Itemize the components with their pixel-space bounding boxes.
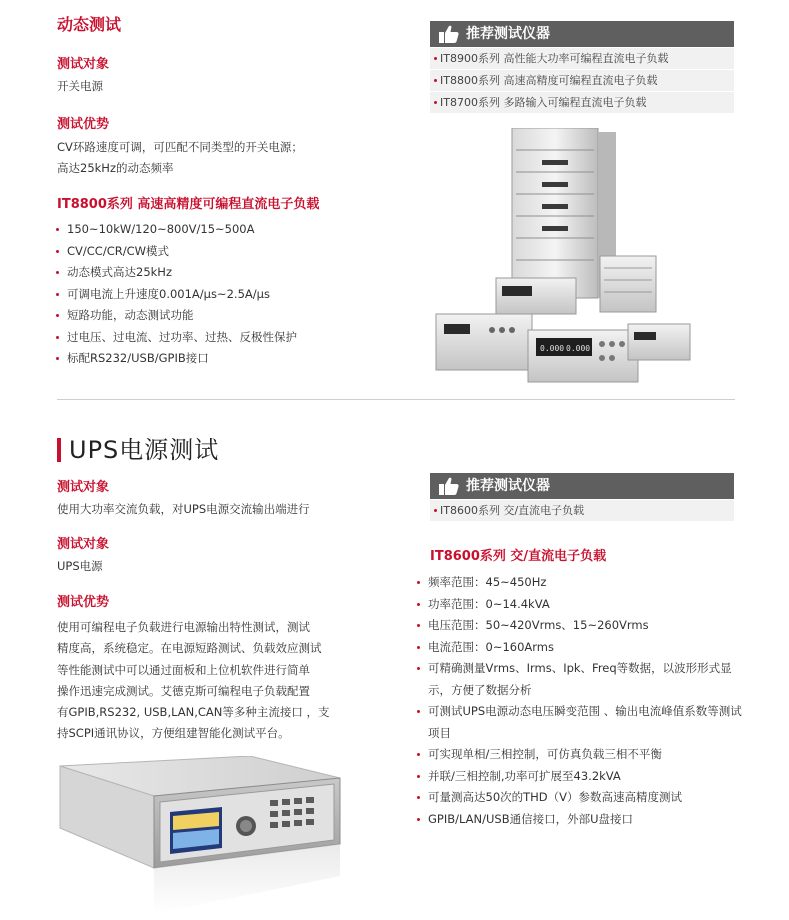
recommend-item[interactable]: IT8700系列 多路输入可编程直流电子负载 bbox=[430, 92, 734, 113]
list-item: 150~10kW/120~800V/15~500A bbox=[55, 219, 385, 241]
recommend-header bbox=[430, 473, 734, 499]
recommend-title: 推荐测试仪器 bbox=[466, 478, 550, 494]
advantage-line: 操作迅速完成测试。艾德克斯可编程电子负载配置 bbox=[57, 683, 310, 698]
it8600-product-image bbox=[50, 756, 350, 916]
section-title-dynamic: 动态测试 bbox=[57, 15, 122, 34]
ups-object2-text: UPS电源 bbox=[57, 559, 103, 573]
recommend-header bbox=[430, 21, 734, 47]
title-accent-bar bbox=[57, 438, 61, 462]
ups-advantage-text bbox=[57, 617, 330, 745]
device-display-reading: 0.000 bbox=[540, 344, 565, 353]
section-title-ups bbox=[57, 430, 219, 465]
advantage-line: 高达25kHz的动态频率 bbox=[57, 161, 174, 175]
list-item: 过电压、过电流、过功率、过热、反极性保护 bbox=[55, 327, 385, 349]
dynamic-feature-list bbox=[55, 219, 385, 370]
dynamic-object-text: 开关电源 bbox=[57, 79, 103, 93]
ups-object-text: 使用大功率交流负载，对UPS电源交流输出端进行 bbox=[57, 502, 310, 516]
list-item: CV/CC/CR/CW模式 bbox=[55, 241, 385, 263]
list-item: 功率范围：0~14.4kVA bbox=[416, 594, 746, 616]
list-item: 频率范围：45~450Hz bbox=[416, 572, 746, 594]
recommend-item[interactable]: IT8900系列 高性能大功率可编程直流电子负载 bbox=[430, 48, 734, 69]
thumbs-up-icon bbox=[438, 24, 460, 44]
recommend-item[interactable]: IT8600系列 交/直流电子负载 bbox=[430, 500, 734, 521]
list-item: 电流范围：0~160Arms bbox=[416, 637, 746, 659]
recommend-box-dynamic bbox=[430, 21, 734, 113]
ups-feature-list bbox=[416, 572, 746, 830]
advantage-line: 有GPIB,RS232, USB,LAN,CAN等多种主流接口 ，支 bbox=[57, 705, 330, 720]
recommend-title: 推荐测试仪器 bbox=[466, 26, 550, 42]
device-display-reading: 0.000 bbox=[566, 344, 591, 353]
ups-product-title: IT8600系列 交/直流电子负载 bbox=[430, 549, 607, 564]
advantage-line: CV环路速度可调，可匹配不同类型的开关电源； bbox=[57, 140, 303, 154]
ups-advantage-label: 测试优势 bbox=[57, 595, 110, 610]
dynamic-advantage-label: 测试优势 bbox=[57, 117, 110, 132]
section-divider bbox=[57, 399, 735, 400]
list-item: 电压范围：50~420Vrms、15~260Vrms bbox=[416, 615, 746, 637]
list-item: 动态模式高达25kHz bbox=[55, 262, 385, 284]
list-item: 可精确测量Vrms、Irms、Ipk、Freq等数据，以波形形式显示，方便了数据分析 bbox=[416, 658, 746, 701]
recommend-box-ups bbox=[430, 473, 734, 521]
dynamic-advantage-text bbox=[57, 137, 303, 179]
advantage-line: 使用可编程电子负载进行电源输出特性测试，测试 bbox=[57, 620, 310, 634]
list-item: 可实现单相/三相控制，可仿真负载三相不平衡 bbox=[416, 744, 746, 766]
ups-object2-label: 测试对象 bbox=[57, 537, 110, 552]
advantage-line: 精度高，系统稳定。在电源短路测试、负载效应测试 bbox=[57, 641, 322, 656]
advantage-line: 等性能测试中可以通过面板和上位机软件进行简单 bbox=[57, 662, 310, 677]
dynamic-product-title: IT8800系列 高速高精度可编程直流电子负载 bbox=[57, 197, 320, 212]
list-item: 可测试UPS电源动态电压瞬变范围 、输出电流峰值系数等测试项目 bbox=[416, 701, 746, 744]
list-item: 可量测高达50次的THD（V）参数高速高精度测试 bbox=[416, 787, 746, 809]
list-item: GPIB/LAN/USB通信接口，外部U盘接口 bbox=[416, 809, 746, 831]
advantage-line: 持SCPI通讯协议，方便组建智能化测试平台。 bbox=[57, 726, 290, 741]
ups-title-text: UPS电源测试 bbox=[69, 436, 220, 464]
dynamic-object-label: 测试对象 bbox=[57, 57, 110, 72]
ups-object-label: 测试对象 bbox=[57, 480, 110, 495]
it8800-product-image bbox=[432, 128, 694, 384]
list-item: 可调电流上升速度0.001A/μs~2.5A/μs bbox=[55, 284, 385, 306]
list-item: 短路功能，动态测试功能 bbox=[55, 305, 385, 327]
thumbs-up-icon bbox=[438, 476, 460, 496]
recommend-item[interactable]: IT8800系列 高速高精度可编程直流电子负载 bbox=[430, 70, 734, 91]
list-item: 标配RS232/USB/GPIB接口 bbox=[55, 348, 385, 370]
list-item: 并联/三相控制,功率可扩展至43.2kVA bbox=[416, 766, 746, 788]
